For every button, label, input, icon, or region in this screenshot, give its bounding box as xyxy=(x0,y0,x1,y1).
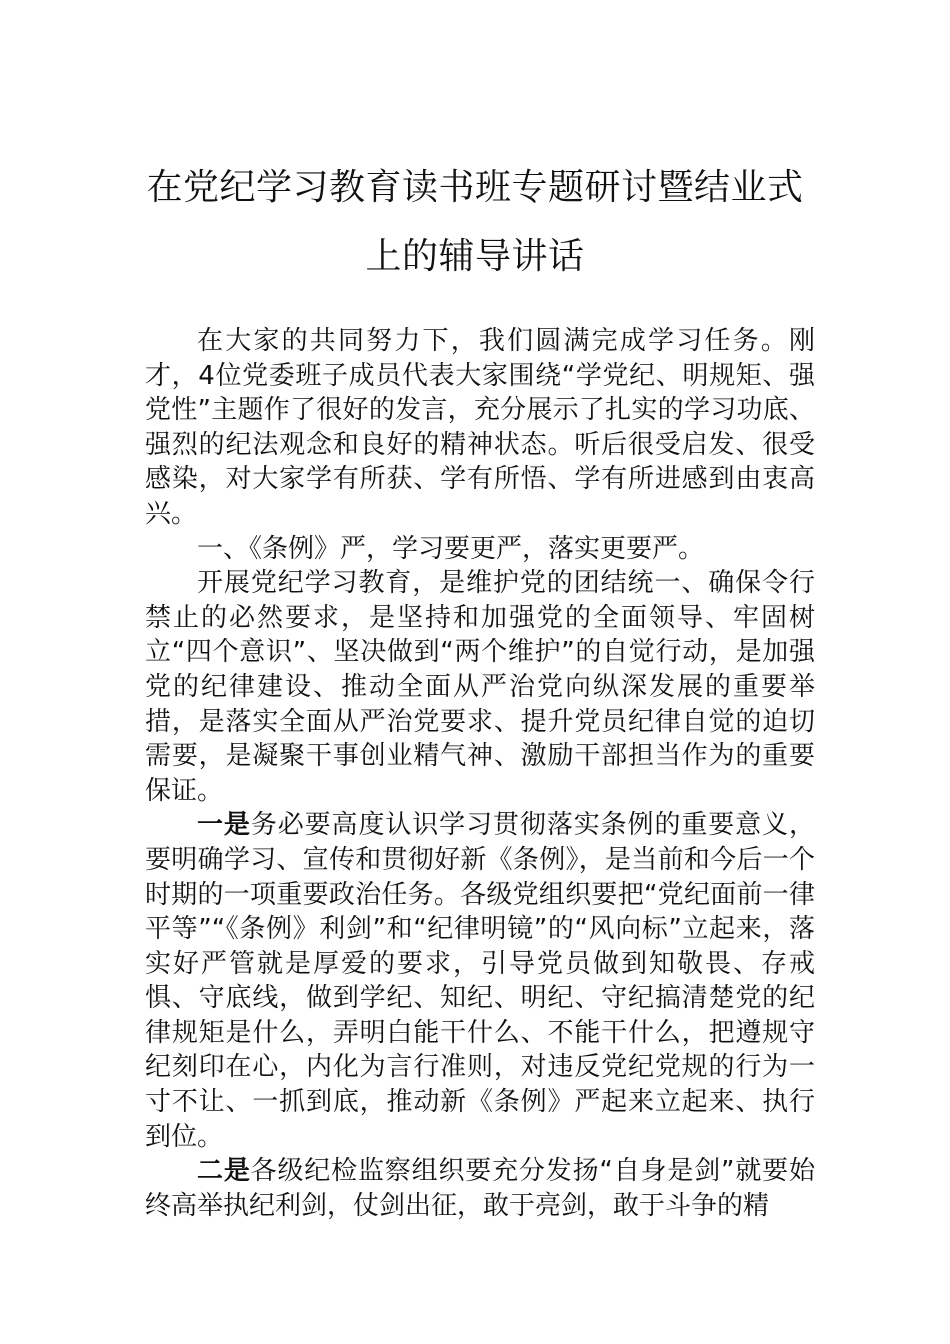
paragraph-lead: 二是 xyxy=(197,1156,251,1187)
title-line-2: 上的辅导讲话 xyxy=(365,236,585,277)
paragraph-lead: 一是 xyxy=(197,810,251,841)
paragraph-text: 一、《条例》严，学习要更严，落实更要严。 xyxy=(197,533,705,564)
paragraph-text: 在大家的共同努力下，我们圆满完成学习任务。刚才，4位党委班子成员代表大家围绕“学党纪、明规矩、强党性”主题作了很好的发言，充分展示了扎实的学习功底、强烈的纪法观念和良好的精神状态。听后很受启发、很受感染，对大家学有所获、学有所悟、学有所进感到由衷高兴。 xyxy=(145,326,815,529)
paragraph-2 xyxy=(145,566,815,808)
section-heading-1 xyxy=(145,532,815,567)
paragraph-1 xyxy=(145,324,815,532)
paragraph-text: 各级纪检监察组织要充分发扬“自身是剑”就要始终高举执纪利剑，仗剑出征，敢于亮剑，敢于斗争的精 xyxy=(145,1156,815,1221)
paragraph-3 xyxy=(145,808,815,1154)
paragraph-text: 开展党纪学习教育，是维护党的团结统一、确保令行禁止的必然要求，是坚持和加强党的全面领导、牢固树立“四个意识”、坚决做到“两个维护”的自觉行动，是加强党的纪律建设、推动全面从严治党向纵深发展的重要举措，是落实全面从严治党要求、提升党员纪律自觉的迫切需要，是凝聚干事创业精气神、激励干部担当作为的重要保证。 xyxy=(145,568,815,806)
title-line-1: 在党纪学习教育读书班专题研讨暨结业式 xyxy=(146,167,804,208)
paragraph-text: 务必要高度认识学习贯彻落实条例的重要意义，要明确学习、宣传和贯彻好新《条例》，是当前和今后一个时期的一项重要政治任务。各级党组织要把“党纪面前一律平等”“《条例》利剑”和“纪律明镜”的“风向标”立起来，落实好严管就是厚爱的要求，引导党员做到知敬畏、存戒惧、守底线，做到学纪、知纪、明纪、守纪搞清楚党的纪律规矩是什么，弄明白能干什么、不能干什么，把遵规守纪刻印在心，内化为言行准则，对违反党纪党规的行为一寸不让、一抓到底，推动新《条例》严起来立起来、执行到位。 xyxy=(145,810,815,1152)
paragraph-4 xyxy=(145,1154,815,1223)
document-body xyxy=(145,324,815,1223)
